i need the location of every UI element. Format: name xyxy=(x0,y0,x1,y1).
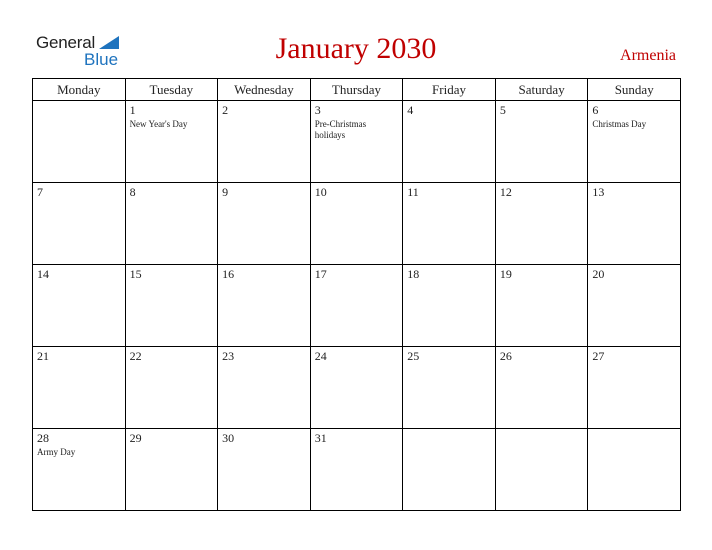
day-number: 30 xyxy=(222,431,235,445)
day-number: 17 xyxy=(314,267,327,281)
day-cell xyxy=(588,347,681,429)
day-number: 23 xyxy=(222,349,235,363)
calendar-grid xyxy=(32,78,681,511)
day-number: 7 xyxy=(37,185,43,199)
day-cell xyxy=(588,265,681,347)
logo-blue-text: Blue xyxy=(84,50,119,69)
day-cell xyxy=(588,183,681,265)
holiday-label: New Year's Day xyxy=(129,119,188,129)
day-cell xyxy=(218,265,311,347)
day-cell xyxy=(495,101,588,183)
day-number: 18 xyxy=(407,267,420,281)
week-row xyxy=(33,183,681,265)
day-cell xyxy=(125,183,218,265)
calendar-title: January 2030 xyxy=(275,32,437,65)
week-row xyxy=(33,101,681,183)
day-number: 31 xyxy=(314,431,327,445)
day-number: 9 xyxy=(222,185,229,199)
day-number: 14 xyxy=(37,267,49,281)
day-number: 13 xyxy=(592,185,605,199)
day-number: 5 xyxy=(499,103,506,117)
day-cell xyxy=(495,183,588,265)
day-number: 6 xyxy=(592,103,599,117)
day-number: 1 xyxy=(129,103,136,117)
day-number: 28 xyxy=(37,431,49,445)
day-cell xyxy=(495,347,588,429)
week-row xyxy=(33,429,681,511)
day-cell xyxy=(218,101,311,183)
day-number: 27 xyxy=(592,349,605,363)
day-cell xyxy=(125,265,218,347)
day-cell xyxy=(310,183,403,265)
weekday-header: Saturday xyxy=(495,79,588,101)
week-row xyxy=(33,265,681,347)
holiday-label: Christmas Day xyxy=(592,119,647,129)
day-cell xyxy=(588,429,681,511)
day-cell xyxy=(218,347,311,429)
day-number: 20 xyxy=(592,267,605,281)
day-number: 16 xyxy=(222,267,235,281)
country-label: Armenia xyxy=(620,47,676,64)
day-cell xyxy=(33,101,126,183)
day-cell xyxy=(403,101,496,183)
day-cell xyxy=(403,265,496,347)
day-cell xyxy=(33,183,126,265)
day-cell xyxy=(495,265,588,347)
day-number: 10 xyxy=(314,185,327,199)
weekday-header: Monday xyxy=(33,79,126,101)
day-cell xyxy=(403,347,496,429)
weekday-header-row xyxy=(33,79,681,101)
weekday-header: Tuesday xyxy=(125,79,218,101)
day-number: 2 xyxy=(222,103,229,117)
day-number: 4 xyxy=(407,103,414,117)
day-cell xyxy=(310,265,403,347)
day-number: 15 xyxy=(129,267,142,281)
weekday-header: Sunday xyxy=(588,79,681,101)
day-cell xyxy=(33,347,126,429)
day-number: 12 xyxy=(499,185,512,199)
day-number: 26 xyxy=(499,349,512,363)
day-number: 24 xyxy=(314,349,327,363)
day-number: 29 xyxy=(129,431,142,445)
day-number: 19 xyxy=(499,267,512,281)
day-cell xyxy=(495,429,588,511)
day-cell xyxy=(310,347,403,429)
day-cell xyxy=(218,429,311,511)
day-cell xyxy=(403,429,496,511)
day-number: 22 xyxy=(129,349,142,363)
day-cell xyxy=(310,101,403,183)
day-number: 25 xyxy=(407,349,420,363)
day-cell xyxy=(310,429,403,511)
day-number: 3 xyxy=(314,103,321,117)
holiday-label: Army Day xyxy=(37,447,76,457)
day-number: 11 xyxy=(407,185,419,199)
day-cell xyxy=(125,429,218,511)
day-cell xyxy=(588,101,681,183)
day-cell xyxy=(33,429,126,511)
day-cell xyxy=(403,183,496,265)
logo-general-text: General xyxy=(36,33,96,52)
day-cell xyxy=(33,265,126,347)
day-cell xyxy=(218,183,311,265)
day-cell xyxy=(125,101,218,183)
weekday-header: Friday xyxy=(403,79,496,101)
week-row xyxy=(33,347,681,429)
holiday-label: Pre-Christmas holidays xyxy=(314,119,367,140)
weekday-header: Wednesday xyxy=(218,79,311,101)
day-cell xyxy=(125,347,218,429)
calendar-body xyxy=(33,101,681,511)
day-number: 21 xyxy=(37,349,49,363)
weekday-header: Thursday xyxy=(310,79,403,101)
day-number: 8 xyxy=(129,185,136,199)
